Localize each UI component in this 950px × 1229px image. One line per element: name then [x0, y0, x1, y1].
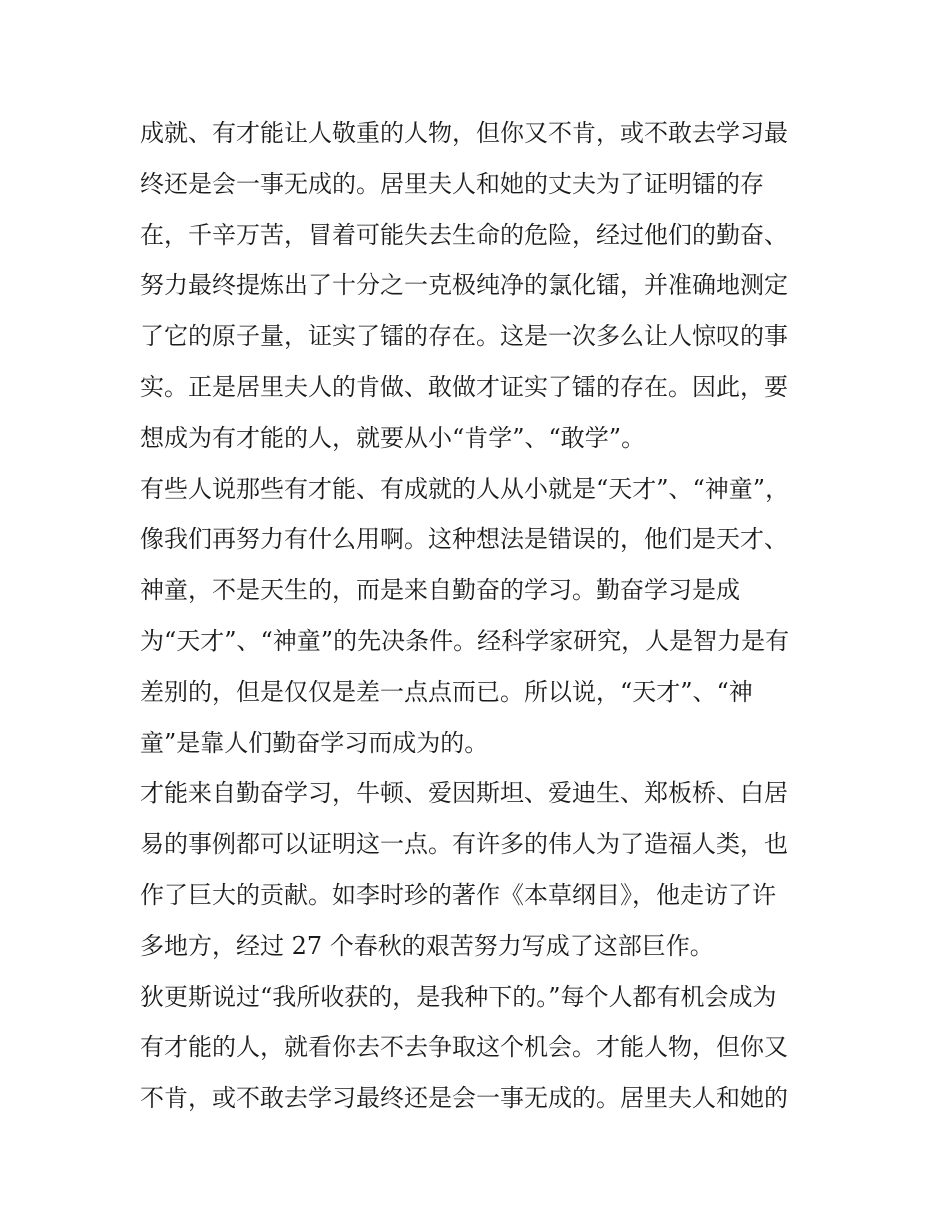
- text-line: 神童，不是天生的，而是来自勤奋的学习。勤奋学习是成: [140, 576, 740, 605]
- body-text: [140, 108, 820, 1124]
- text-line: 差别的，但是仅仅是差一点点而已。所以说，“天才”、“神: [140, 677, 753, 706]
- text-line: 不肯，或不敢去学习最终还是会一事无成的。居里夫人和她的: [140, 1084, 788, 1113]
- text-line: 才能来自勤奋学习，牛顿、爱因斯坦、爱迪生、郑板桥、白居: [140, 779, 788, 808]
- text-line: 有些人说那些有才能、有成就的人从小就是“天才”、“神童”，: [140, 474, 790, 503]
- text-line: 成就、有才能让人敬重的人物，但你又不肯，或不敢去学习最: [140, 119, 788, 147]
- text-line: 努力最终提炼出了十分之一克极纯净的氯化镭，并准确地测定: [140, 271, 788, 300]
- text-line: 多地方，经过 27 个春秋的艰苦努力写成了这部巨作。: [140, 931, 714, 960]
- text-line: 想成为有才能的人，就要从小“肯学”、“敢学”。: [140, 423, 646, 452]
- text-line: 易的事例都可以证明这一点。有许多的伟人为了造福人类，也: [140, 830, 788, 859]
- text-line: 狄更斯说过“我所收获的，是我种下的。”每个人都有机会成为: [140, 982, 777, 1011]
- text-line: 实。正是居里夫人的肯做、敢做才证实了镭的存在。因此，要: [140, 372, 788, 401]
- text-line: 终还是会一事无成的。居里夫人和她的丈夫为了证明镭的存: [140, 169, 764, 198]
- text-line: 像我们再努力有什么用啊。这种想法是错误的，他们是天才、: [140, 525, 788, 554]
- text-line: 作了巨大的贡献。如李时珍的著作《本草纲目》，他走访了许: [140, 880, 776, 909]
- text-line: 在，千辛万苦，冒着可能失去生命的危险，经过他们的勤奋、: [140, 220, 788, 249]
- text-line: 童”是靠人们勤奋学习而成为的。: [140, 728, 489, 757]
- text-line: 为“天才”、“神童”的先决条件。经科学家研究，人是智力是有: [140, 626, 790, 655]
- text-line: 了它的原子量，证实了镭的存在。这是一次多么让人惊叹的事: [140, 322, 788, 351]
- text-line: 有才能的人，就看你去不去争取这个机会。才能人物，但你又: [140, 1033, 788, 1062]
